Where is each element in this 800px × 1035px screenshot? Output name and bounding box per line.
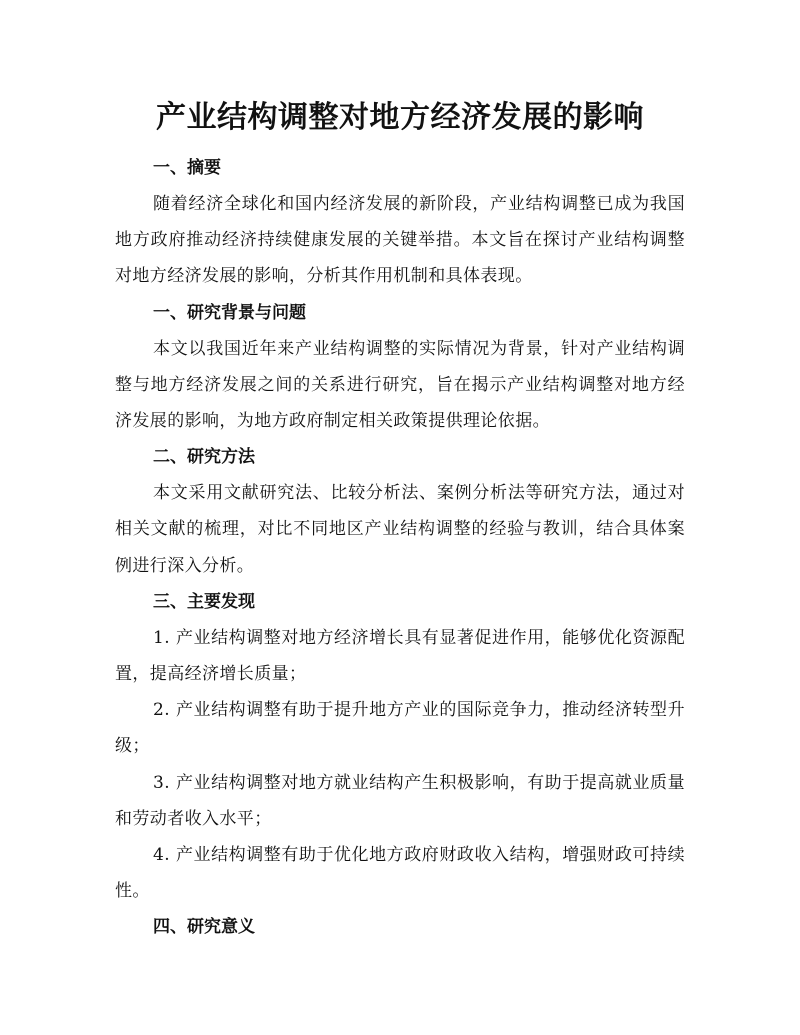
section-heading-findings: 三、主要发现 — [153, 591, 255, 612]
section-heading-significance: 四、研究意义 — [153, 917, 255, 938]
finding-item-4: 4. 产业结构调整有助于优化地方政府财政收入结构，增强财政可持续性。 — [115, 845, 685, 902]
document-body — [115, 150, 685, 945]
document-title: 产业结构调整对地方经济发展的影响 — [156, 100, 644, 135]
methods-paragraph: 本文采用文献研究法、比较分析法、案例分析法等研究方法，通过对相关文献的梳理，对比不同地区产业结构调整的经验与教训，结合具体案例进行深入分析。 — [115, 483, 685, 576]
finding-item-1: 1. 产业结构调整对地方经济增长具有显著促进作用，能够优化资源配置，提高经济增长质量； — [115, 627, 685, 685]
abstract-paragraph: 随着经济全球化和国内经济发展的新阶段，产业结构调整已成为我国地方政府推动经济持续健康发展的关键举措。本文旨在探讨产业结构调整对地方经济发展的影响，分析其作用机制和具体表现。 — [115, 194, 685, 287]
finding-item-2: 2. 产业结构调整有助于提升地方产业的国际竞争力，推动经济转型升级； — [115, 700, 685, 757]
background-paragraph: 本文以我国近年来产业结构调整的实际情况为背景，针对产业结构调整与地方经济发展之间的关系进行研究，旨在揭示产业结构调整对地方经济发展的影响，为地方政府制定相关政策提供理论依据。 — [115, 338, 685, 432]
section-heading-background: 一、研究背景与问题 — [153, 302, 306, 323]
section-heading-methods: 二、研究方法 — [153, 447, 255, 468]
section-heading-abstract: 一、摘要 — [153, 158, 221, 178]
finding-item-3: 3. 产业结构调整对地方就业结构产生积极影响，有助于提高就业质量和劳动者收入水平； — [115, 772, 685, 829]
